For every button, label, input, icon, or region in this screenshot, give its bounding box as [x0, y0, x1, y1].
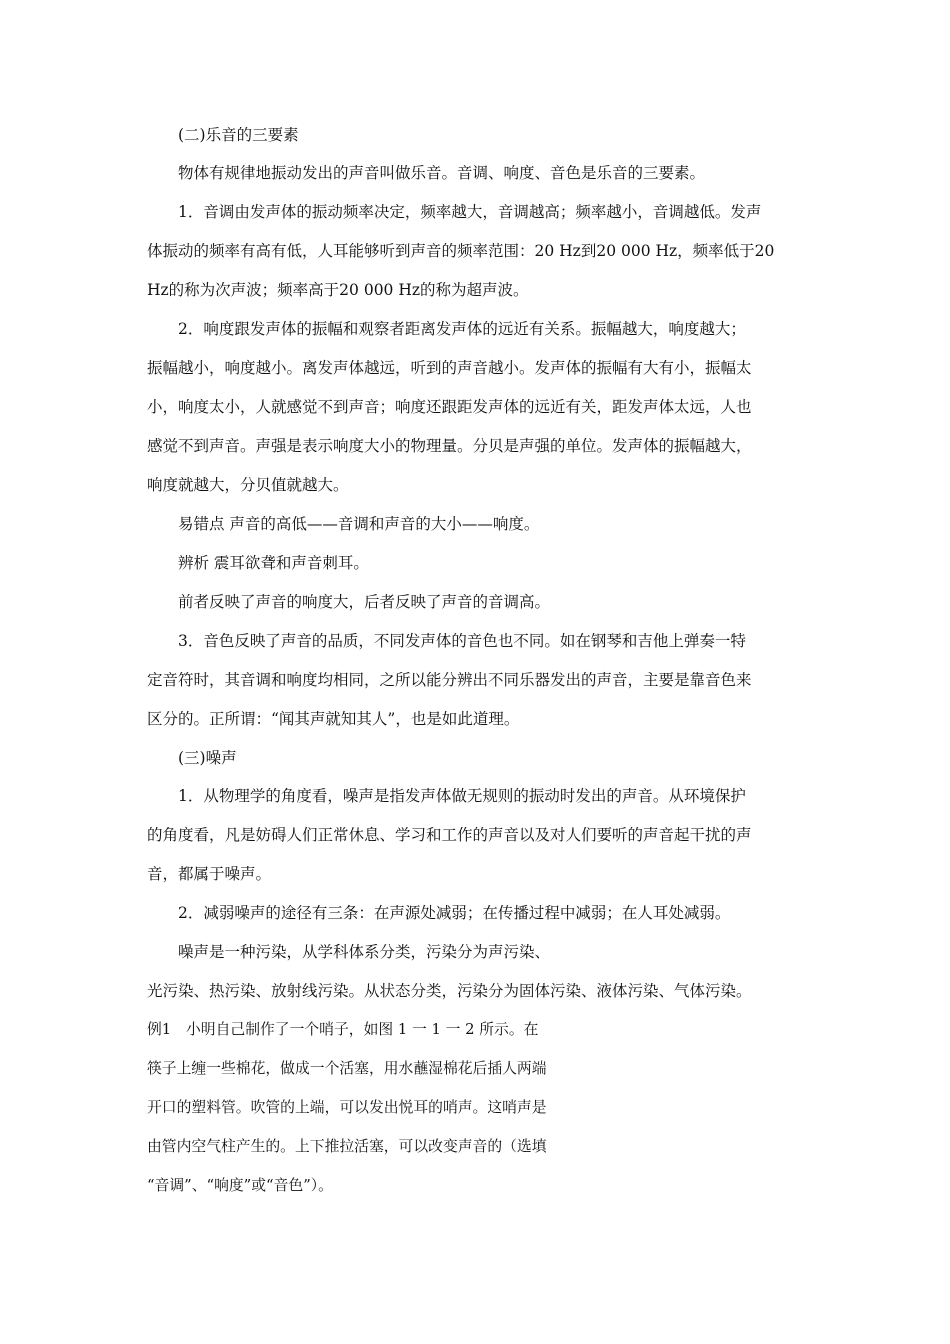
example-line: “音调”、“响度”或“音色”）。	[147, 1177, 333, 1194]
paragraph-line: 响度就越大，分贝值就越大。	[147, 476, 349, 494]
paragraph-line: 音，都属于噪声。	[147, 865, 272, 883]
paragraph-line: 光污染、热污染、放射线污染。从状态分类，污染分为固体污染、液体污染、气体污染。	[147, 982, 752, 1000]
paragraph-line: 1．从物理学的角度看，噪声是指发声体做无规则的振动时发出的声音。从环境保护	[178, 787, 746, 805]
section-heading-noise: (三)噪声	[178, 749, 237, 767]
paragraph-line: 物体有规律地振动发出的声音叫做乐音。音调、响度、音色是乐音的三要素。	[178, 164, 706, 182]
analysis-note: 辨析 震耳欲聋和声音刺耳。	[178, 554, 369, 572]
paragraph-line: 小，响度太小，人就感觉不到声音；响度还跟距发声体的远近有关，距发声体太远，人也	[147, 398, 752, 416]
paragraph-line: 2．响度跟发声体的振幅和观察者距离发声体的远近有关系。振幅越大，响度越大；	[178, 320, 746, 338]
example-line: 由管内空气柱产生的。上下推拉活塞，可以改变声音的（选填	[147, 1138, 547, 1155]
example-line: 例1 小明自己制作了一个哨子，如图 1 一 1 一 2 所示。在	[147, 1021, 539, 1038]
paragraph-line: 体振动的频率有高有低，人耳能够听到声音的频率范围：20 Hz到20 000 Hz，频率低于20	[147, 242, 775, 260]
paragraph-line: 1．音调由发声体的振动频率决定，频率越大，音调越高；频率越小，音调越低。发声	[178, 203, 762, 221]
paragraph-line: 区分的。正所谓：“闻其声就知其人”，也是如此道理。	[147, 710, 520, 728]
section-heading-music-elements: (二)乐音的三要素	[178, 126, 299, 144]
paragraph-line: 振幅越小，响度越小。离发声体越远，听到的声音越小。发声体的振幅有大有小，振幅太	[147, 359, 752, 377]
example-line: 开口的塑料管。吹管的上端，可以发出悦耳的哨声。这哨声是	[147, 1099, 547, 1116]
example-line: 筷子上缠一些棉花，做成一个活塞，用水蘸湿棉花后插人两端	[147, 1060, 547, 1077]
paragraph-line: 噪声是一种污染，从学科体系分类，污染分为声污染、	[178, 943, 551, 961]
paragraph-line: 2．减弱噪声的途径有三条：在声源处减弱；在传播过程中减弱；在人耳处减弱。	[178, 904, 731, 922]
paragraph-line: 的角度看，凡是妨碍人们正常休息、学习和工作的声音以及对人们要听的声音起干扰的声	[147, 826, 752, 844]
paragraph-line: 感觉不到声音。声强是表示响度大小的物理量。分贝是声强的单位。发声体的振幅越大，	[147, 437, 752, 455]
paragraph-line: 前者反映了声音的响度大，后者反映了声音的音调高。	[178, 593, 551, 611]
error-prone-note: 易错点 声音的高低——音调和声音的大小——响度。	[178, 515, 540, 533]
paragraph-line: Hz的称为次声波；频率高于20 000 Hz的称为超声波。	[147, 281, 529, 299]
paragraph-line: 3．音色反映了声音的品质，不同发声体的音色也不同。如在钢琴和吉他上弹奏一特	[178, 632, 746, 650]
paragraph-line: 定音符时，其音调和响度均相同，之所以能分辨出不同乐器发出的声音，主要是靠音色来	[147, 671, 752, 689]
